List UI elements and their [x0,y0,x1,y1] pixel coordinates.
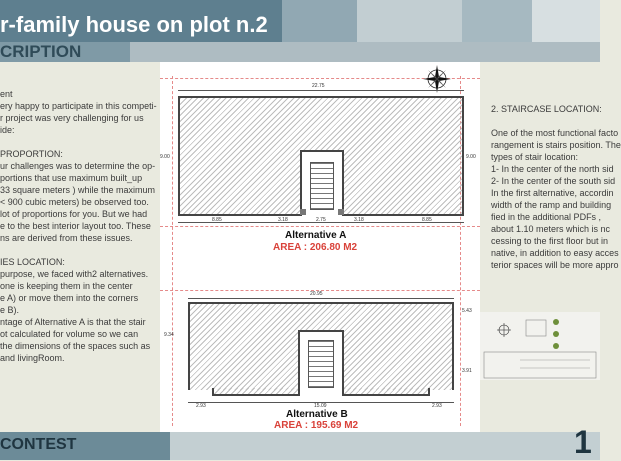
text-line: ery happy to participate in this competi- [0,101,157,111]
text-line [0,136,160,148]
plan-a-dim-top: 22.75 [312,83,325,89]
text-line: One of the most functional facto [491,128,619,138]
site-plan-drawing [480,312,600,380]
column [300,209,306,215]
plan-a-dim-b5: 8.85 [422,217,432,223]
header-color-block [532,0,600,42]
text-line: one is keeping them in the center [0,281,133,291]
page-title: r-family house on plot n.2 [0,12,268,37]
plan-a-stair-core [300,150,344,216]
header-color-block [462,0,532,42]
text-line: PROPORTION: [0,149,63,159]
text-line: purpose, we faced with2 alternatives. [0,269,149,279]
plan-b-dim-top: 20.95 [310,291,323,297]
footer-contest-label: CONTEST [0,436,77,453]
text-line: ot calculated for volume so we can [0,329,139,339]
column [338,209,344,215]
text-line: terior spaces will be more appro [491,260,619,270]
text-line: lot of proportions for you. But we had [0,209,148,219]
text-line: 1- In the center of the north sid [491,164,614,174]
text-line: ent [0,89,13,99]
text-line: types of stair location: [491,152,579,162]
drawing-sheet [160,62,480,432]
plan-a-dim-left: 9.00 [160,154,170,160]
text-line: < 900 cubic meters) be observed too. [0,197,149,207]
plan-b-dim-right1: 5.43 [462,308,472,314]
text-line: and livingRoom. [0,353,65,363]
plan-a-dim-b4: 3.18 [354,217,364,223]
text-line: about 1.10 meters which is nc [491,224,611,234]
section-title: CRIPTION [0,42,82,61]
text-line: ntage of Alternative A is that the stair [0,317,146,327]
header-color-block [357,0,462,42]
plan-b-area: AREA : 195.69 M2 [274,420,359,431]
text-line [0,244,160,256]
plan-b-dim-right2: 3.91 [462,368,472,374]
text-line: 2. STAIRCASE LOCATION: [491,104,602,114]
plan-b-dim-b1: 2.93 [196,403,206,409]
guide-line [172,76,173,426]
plan-a-area: AREA : 206.80 M2 [273,242,358,253]
text-line: e A) or move them into the corners [0,293,139,303]
text-line: IES LOCATION: [0,257,65,267]
plan-a-title: Alternative A [285,230,347,241]
description-right-column [491,103,621,271]
text-line: e to the best interior layout too. These [0,221,151,231]
text-line: native, in addition to easy acces [491,248,619,258]
dimension-line [188,298,454,299]
text-line: e B). [0,305,20,315]
plan-a-dim-right: 9.00 [466,154,476,160]
text-line: cessing to the first floor but in [491,236,609,246]
plan-b-dim-b3: 2.93 [432,403,442,409]
page-number: 1 [574,424,592,460]
dimension-line [178,90,464,91]
header-color-block [282,0,357,42]
site-plan-thumbnail [480,312,600,380]
plan-a-dim-b3: 2.75 [316,217,326,223]
plan-b-stair-core [298,330,344,396]
text-line: portions that use maximum built_up [0,173,143,183]
plan-b-dim-left: 9.34 [164,332,174,338]
text-line: fied in the additional PDFs , [491,212,602,222]
text-line: rangement is stairs position. The [491,140,621,150]
guide-line [160,226,480,227]
text-line: 33 square meters ) while the maximum [0,185,156,195]
text-line: ns are derived from these issues. [0,233,133,243]
text-line: 2- In the center of the south sid [491,176,616,186]
plan-a-dim-b2: 3.18 [278,217,288,223]
text-line: ur challenges was to determine the op- [0,161,156,171]
description-left-column [0,88,160,364]
text-line: r project was very challenging for us [0,113,144,123]
text-line: In the first alternative, accordin [491,188,614,198]
plan-b-title: Alternative B [286,409,348,420]
text-line: the dimensions of the spaces such as [0,341,151,351]
text-line [491,115,600,127]
stairs [308,340,334,388]
plan-b-dim-b2: 15.09 [314,403,327,409]
plan-a-dim-b1: 8.85 [212,217,222,223]
text-line: width of the ramp and building [491,200,612,210]
stairs [310,162,334,210]
text-line: ide: [0,125,15,135]
